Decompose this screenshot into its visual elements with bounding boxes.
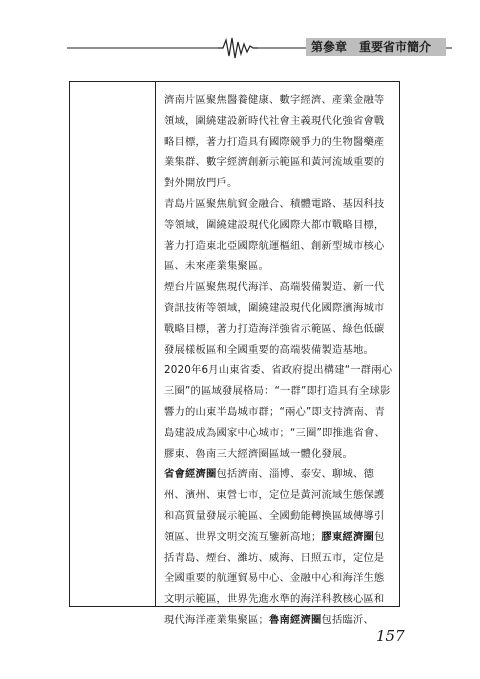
term-jiaodong-circle: 膠東經濟圈 [321, 530, 374, 543]
term-provincial-capital-circle: 省會經濟圈 [164, 468, 217, 481]
table-content-cell [164, 90, 393, 631]
chapter-title: 第參章 重要省市簡介 [306, 38, 446, 56]
page-header [0, 0, 480, 70]
text-lunan-circle: 包括臨沂、 [321, 613, 374, 626]
table-column-divider [155, 81, 156, 607]
page-number: 157 [376, 627, 405, 645]
text-jiaodong-circle: 包括青島、煙台、濰坊、威海、日照五市，定位是全國重要的航運貿易中心、金融中心和海洋生態文明示範區，世界先進水準的海洋科教核心區和現代海洋產業集聚區； [164, 530, 385, 626]
paragraph-yantai: 煙台片區聚焦現代海洋、高端裝備製造、新一代資訊技術等領域，圍繞建設現代化國際濱海城市戰略目標，著力打造海洋強省示範區、綠色低碳發展樣板區和全國重要的高端裝備製造基地。 [164, 281, 385, 356]
paragraph-qingdao: 青島片區聚焦航貿金融合、積體電路、基因科技等領域，圍繞建設現代化國際大都市戰略目標，著力打造東北亞國際航運樞紐、創新型城市核心區、未來產業集聚區。 [164, 197, 385, 273]
header-heartbeat-line-icon [0, 0, 480, 70]
term-lunan-circle: 魯南經濟圈 [268, 613, 322, 626]
paragraph-jinan: 濟南片區聚焦醫養健康、數字經濟、產業金融等領域，圍繞建設新時代社會主義現代化強省會戰略目標，著力打造具有國際競爭力的生物醫藥產業集群、數字經濟創新示範區和黃河流域重要的對外開放門戶。 [164, 94, 385, 190]
text-provincial-capital-circle: 包括濟南、淄博、泰安、聊城、德州、濱州、東營七市，定位是黃河流域生態保護和高質量發展示範區、全國動能轉換區域傳導引領區、世界文明交流互鑒新高地； [164, 468, 385, 543]
paragraph-regional-plan: 2020年6月山東省委、省政府提出構建“一群兩心三圈”的區域發展格局：“一群”即打造具有全球影響力的山東半島城市群；“兩心”即支持濟南、青島建設成為國家中心城市；“三圈”即推進省會、膠東、魯南三大經濟圈區域一體化發展。 [164, 364, 393, 460]
paragraph-economic-circles [164, 464, 393, 630]
